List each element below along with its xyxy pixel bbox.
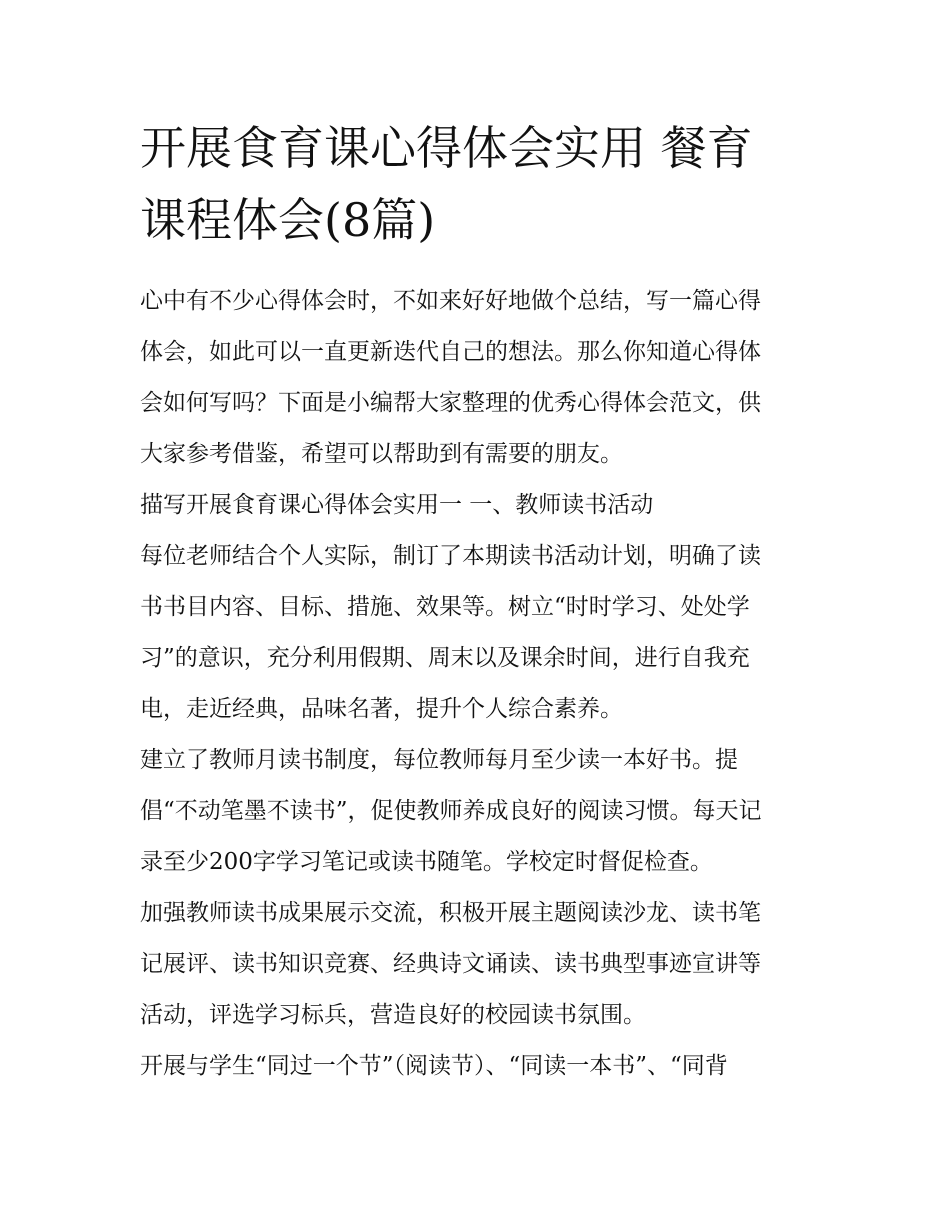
body-line: 倡“不动笔墨不读书”，促使教师养成良好的阅读习惯。每天记	[140, 798, 762, 824]
body-line: 每位老师结合个人实际，制订了本期读书活动计划，明确了读	[140, 543, 761, 569]
body-line: 活动，评选学习标兵，营造良好的校园读书氛围。	[140, 1002, 646, 1028]
title-line-2: 课程体会(8篇)	[140, 193, 436, 247]
document-title	[140, 112, 820, 256]
body-line: 体会，如此可以一直更新迭代自己的想法。那么你知道心得体	[140, 339, 761, 365]
body-line: 记展评、读书知识竞赛、经典诗文诵读、读书典型事迹宣讲等	[140, 951, 761, 977]
section-heading-line: 描写开展食育课心得体会实用一 一、教师读书活动	[140, 492, 654, 518]
body-line: 习”的意识，充分利用假期、周末以及课余时间，进行自我充	[140, 645, 750, 671]
body-line: 开展与学生“同过一个节”（阅读节）、“同读一本书”、“同背	[140, 1053, 728, 1079]
body-line: 大家参考借鉴，希望可以帮助到有需要的朋友。	[140, 441, 623, 467]
body-line: 心中有不少心得体会时，不如来好好地做个总结，写一篇心得	[140, 288, 761, 314]
body-line: 录至少200字学习笔记或读书随笔。学校定时督促检查。	[140, 849, 713, 875]
body-line: 会如何写吗？下面是小编帮大家整理的优秀心得体会范文，供	[140, 390, 761, 416]
title-line-1: 开展食育课心得体会实用 餐育	[140, 121, 753, 175]
body-line: 加强教师读书成果展示交流，积极开展主题阅读沙龙、读书笔	[140, 900, 761, 926]
document-body	[140, 276, 820, 1092]
body-line: 电，走近经典，品味名著，提升个人综合素养。	[140, 696, 623, 722]
body-line: 建立了教师月读书制度，每位教师每月至少读一本好书。提	[140, 747, 738, 773]
body-line: 书书目内容、目标、措施、效果等。树立“时时学习、处处学	[140, 594, 750, 620]
